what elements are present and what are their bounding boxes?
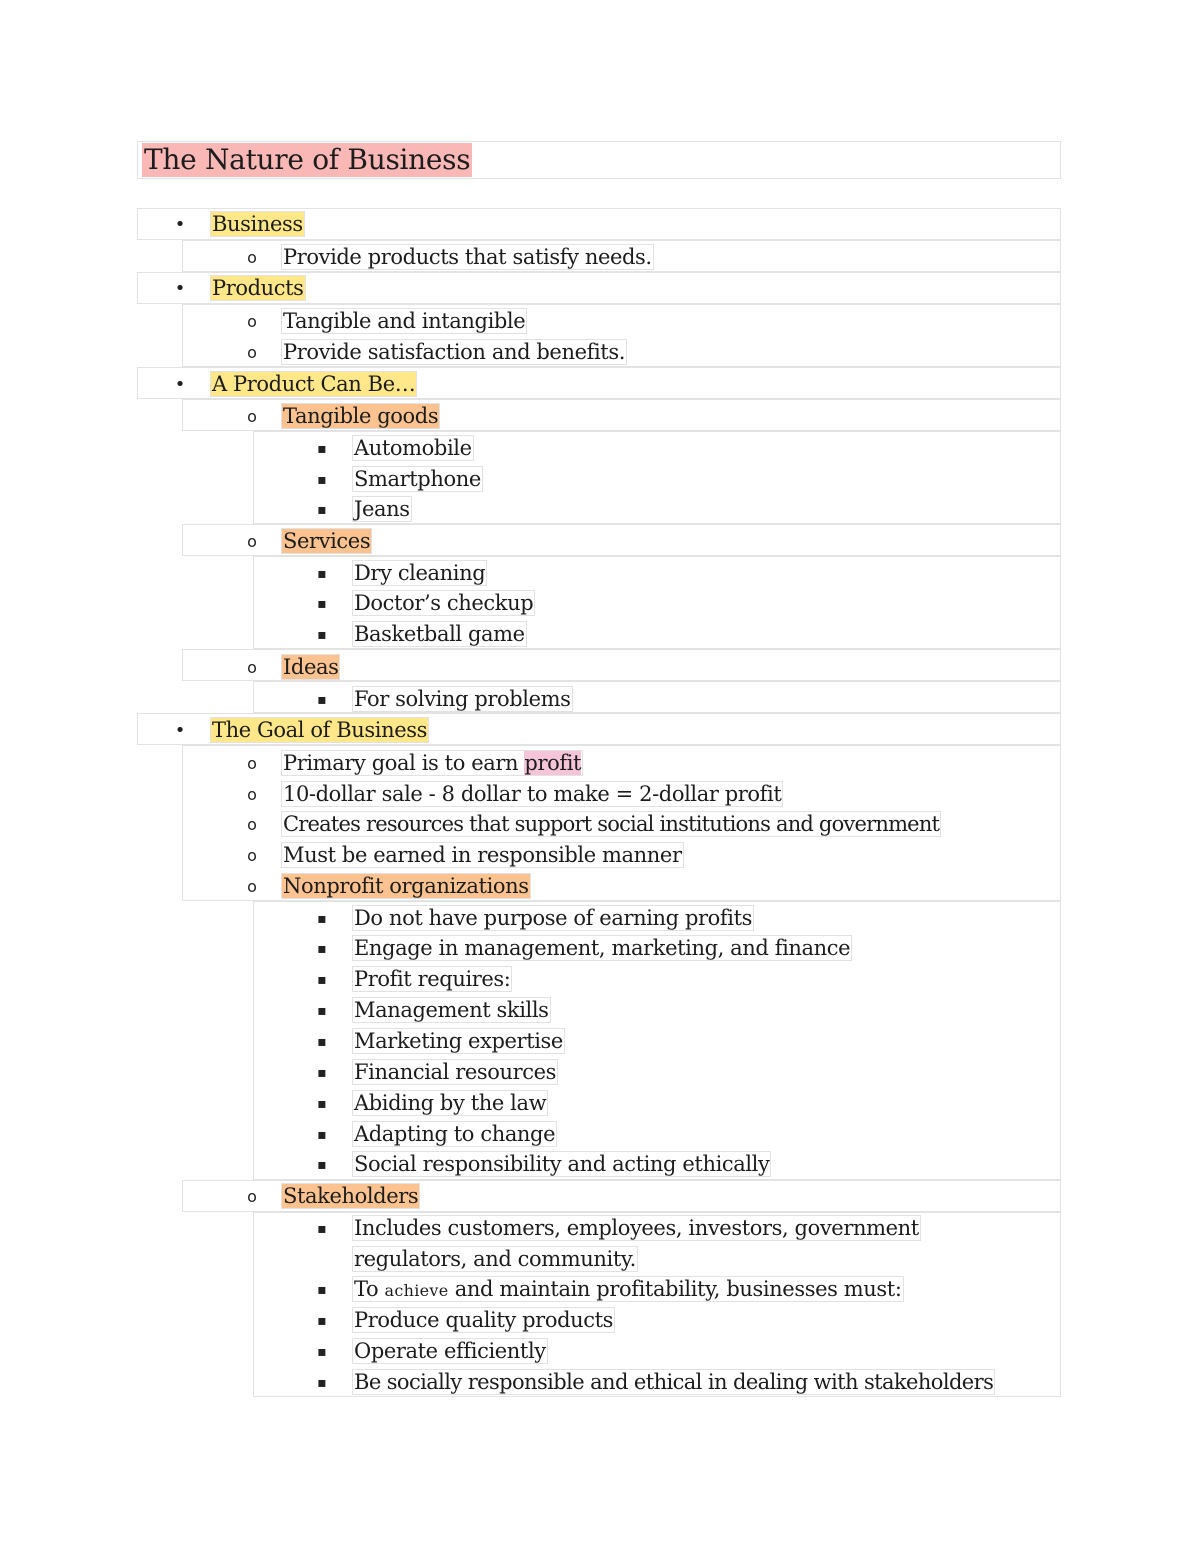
list-item: Adapting to change	[354, 1122, 556, 1146]
level2-bullet: o	[247, 877, 257, 896]
level3-bullet: ▪	[317, 1344, 327, 1360]
list-item: Creates resources that support social institutions and government	[283, 812, 940, 836]
document-title: The Nature of Business	[144, 143, 471, 176]
level2-bullet: o	[247, 846, 257, 865]
level3-bullet: ▪	[317, 1313, 327, 1329]
level3-bullet: ▪	[317, 472, 327, 488]
level1-bullet: •	[174, 374, 186, 395]
level3-bullet: ▪	[317, 596, 327, 612]
list-item: Includes customers, employees, investors, government	[354, 1216, 919, 1240]
subheading-tangible-goods: Tangible goods	[283, 404, 439, 428]
level2-bullet: o	[247, 658, 257, 677]
outline-heading-goal: The Goal of Business	[212, 718, 428, 742]
level3-bullet: ▪	[317, 1157, 327, 1173]
list-item: Management skills	[354, 998, 549, 1022]
list-item: Social responsibility and acting ethically	[354, 1152, 770, 1176]
level2-bullet: o	[247, 815, 257, 834]
level3-bullet: ▪	[317, 941, 327, 957]
level3-bullet: ▪	[317, 1375, 327, 1391]
list-item: Abiding by the law	[354, 1091, 547, 1115]
list-item: Do not have purpose of earning profits	[354, 906, 753, 930]
list-item-continuation: regulators, and community.	[354, 1247, 636, 1271]
subheading-ideas: Ideas	[283, 655, 339, 679]
list-item: 10-dollar sale - 8 dollar to make = 2-dollar profit	[283, 782, 782, 806]
level2-bullet: o	[247, 532, 257, 551]
list-item: Automobile	[354, 436, 472, 460]
outline-heading-business: Business	[212, 212, 303, 236]
profit-highlight: profit	[524, 751, 582, 775]
level3-bullet: ▪	[317, 972, 327, 988]
list-item: Provide satisfaction and benefits.	[283, 340, 625, 364]
title-frame	[137, 141, 1061, 179]
level3-bullet: ▪	[317, 1003, 327, 1019]
list-item: Must be earned in responsible manner	[283, 843, 682, 867]
level2-bullet: o	[247, 343, 257, 362]
level2-bullet: o	[247, 407, 257, 426]
level3-bullet: ▪	[317, 1034, 327, 1050]
level3-bullet: ▪	[317, 441, 327, 457]
level1-bullet: •	[174, 278, 186, 299]
list-item: Marketing expertise	[354, 1029, 563, 1053]
list-item: Dry cleaning	[354, 561, 486, 585]
list-item: To achieve and maintain profitability, businesses must:	[354, 1277, 902, 1301]
list-item: For solving problems	[354, 687, 571, 711]
level3-bullet: ▪	[317, 502, 327, 518]
list-item: Produce quality products	[354, 1308, 614, 1332]
level3-bullet: ▪	[317, 692, 327, 708]
list-item: Jeans	[354, 497, 410, 521]
subheading-nonprofit: Nonprofit organizations	[283, 874, 529, 898]
level1-bullet: •	[174, 214, 186, 235]
level3-bullet: ▪	[317, 1065, 327, 1081]
list-item: Be socially responsible and ethical in dealing with stakeholders	[354, 1370, 994, 1394]
list-item: Provide products that satisfy needs.	[283, 245, 652, 269]
level2-bullet: o	[247, 312, 257, 331]
level3-bullet: ▪	[317, 911, 327, 927]
level2-bullet: o	[247, 754, 257, 773]
list-item: Doctor’s checkup	[354, 591, 534, 615]
level3-bullet: ▪	[317, 1096, 327, 1112]
outline-heading-product-can-be: A Product Can Be…	[212, 372, 416, 396]
subheading-services: Services	[283, 529, 371, 553]
level2-bullet: o	[247, 1187, 257, 1206]
list-item: Profit requires:	[354, 967, 511, 991]
level3-bullet: ▪	[317, 627, 327, 643]
level2-bullet: o	[247, 785, 257, 804]
list-item: Financial resources	[354, 1060, 557, 1084]
list-item: Smartphone	[354, 467, 481, 491]
level2-bullet: o	[247, 248, 257, 267]
level1-bullet: •	[174, 720, 186, 741]
list-item: Engage in management, marketing, and finance	[354, 936, 851, 960]
level3-bullet: ▪	[317, 1221, 327, 1237]
list-item: Primary goal is to earn profit	[283, 751, 582, 775]
subheading-stakeholders: Stakeholders	[283, 1184, 419, 1208]
list-item: Tangible and intangible	[283, 309, 526, 333]
outline-heading-products: Products	[212, 276, 304, 300]
list-item: Operate efficiently	[354, 1339, 546, 1363]
level3-bullet: ▪	[317, 1282, 327, 1298]
level3-bullet: ▪	[317, 566, 327, 582]
list-item: Basketball game	[354, 622, 525, 646]
level3-bullet: ▪	[317, 1127, 327, 1143]
